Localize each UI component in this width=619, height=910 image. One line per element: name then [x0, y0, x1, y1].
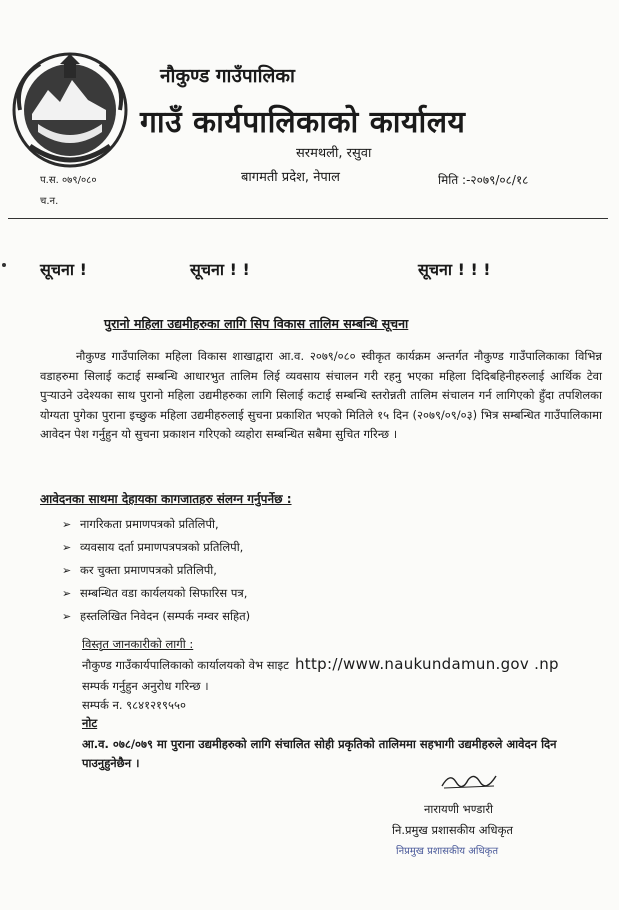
letter-date: मिति :-२०७९/०८/१८: [438, 173, 529, 187]
official-stamp: निप्रमुख प्रशासकीय अधिकृत: [396, 846, 499, 857]
notice-heading-2: सूचना ! !: [190, 260, 250, 279]
header-divider: [8, 218, 608, 219]
arrow-bullet-icon: ➢: [62, 541, 72, 554]
notice-subject: पुरानो महिला उद्यमीहरुका लागि सिप विकास तालिम सम्बन्धि सूचना: [104, 316, 409, 331]
body-paragraph: नौकुण्ड गाउँपालिका महिला विकास शाखाद्वारा आ.व. २०७९/०८० स्वीकृत कार्यक्रम अन्तर्गत नौकुण्ड गाउँपालिकाका विभिन्न वडाहरुमा सिलाई कटाई सम्बन्धि आधारभुत तालिम लिई व्यवसाय संचालन गरी रहनु भएका महिला दिदिबहिनीहरुलाई आर्थिक टेवा पुर्‍याउने उदेश्यका साथ पुरानो महिला उद्यमीहरुका लागि सिलाई कटाई सम्बन्धि स्तरोन्नती तालिम संचालन गर्न लागिएको हुँदा तपशिलका योग्यता पुगेका पुराना इच्छुक महिला उद्यमीहरुलाई सुचना प्रकाशित भएको मितिले १५ दिन (२०७९/०९/०३) भित्र सम्बन्धित गाउँपालिकामा आवेदन पेश गर्नुहुन यो सुचना प्रकाशन गरिएको व्यहोरा सम्बन्धित सबैमा सुचित गरिन्छ ।: [40, 349, 602, 442]
list-item: [62, 582, 250, 605]
contact-number: सम्पर्क न. ९८४१२१९५५०: [82, 698, 186, 712]
document-item-label: कर चुक्ता प्रमाणपत्रको प्रतिलिपी,: [80, 563, 217, 577]
arrow-bullet-icon: ➢: [62, 518, 72, 531]
address-line-2: बागमती प्रदेश, नेपाल: [241, 170, 340, 185]
signature-mark: [440, 768, 500, 793]
nepal-emblem-logo: [10, 50, 130, 170]
municipality-name: नौकुण्ड गाउँपालिका: [160, 65, 295, 87]
notice-heading-1: सूचना !: [40, 260, 87, 279]
list-item: [62, 605, 250, 628]
office-title: गाउँ कार्यपालिकाको कार्यालय: [140, 105, 466, 140]
notice-heading-3: सूचना ! ! !: [418, 260, 491, 279]
document-item-label: नागरिकता प्रमाणपत्रको प्रतिलिपी,: [80, 517, 219, 531]
info-line-1: [82, 655, 559, 673]
info-heading: विस्तृत जानकारीको लागी :: [82, 637, 194, 651]
document-item-label: व्यवसाय दर्ता प्रमाणपत्रपत्रको प्रतिलिपी,: [80, 540, 244, 554]
arrow-bullet-icon: ➢: [62, 564, 72, 577]
list-item: [62, 559, 250, 582]
document-item-label: हस्तलिखित निवेदन (सम्पर्क नम्वर सहित): [80, 609, 251, 623]
note-label: नोट: [82, 716, 98, 730]
documents-list: [62, 513, 250, 628]
website-intro: नौकुण्ड गाउँकार्यपालिकाको कार्यालयको वेभ साइट: [82, 658, 289, 672]
list-item: [62, 536, 250, 559]
info-line-2: सम्पर्क गर्नुहुन अनुरोध गरिन्छ ।: [82, 679, 209, 693]
dispatch-number: च.न.: [40, 196, 59, 207]
margin-dot: [2, 263, 6, 267]
arrow-bullet-icon: ➢: [62, 587, 72, 600]
reference-number: प.स. ०७९/०८०: [40, 175, 97, 186]
signatory-designation: नि.प्रमुख प्रशासकीय अधिकृत: [392, 823, 513, 837]
documents-heading: आवेदनका साथमा देहायका कागजातहरु संलग्न गर्नुपर्नेछ :: [40, 492, 292, 506]
list-item: [62, 513, 250, 536]
document-item-label: सम्बन्धित वडा कार्यलयको सिफारिस पत्र,: [80, 586, 248, 600]
address-line-1: सरमथली, रसुवा: [296, 146, 372, 161]
arrow-bullet-icon: ➢: [62, 610, 72, 623]
note-text: आ.व. ०७८/०७९ मा पुराना उद्यमीहरुको लागि संचालित सोही प्रकृतिको तालिममा सहभागी उद्यमीहरुले आवेदन दिन पाउनुहुनेछैन ।: [82, 737, 557, 770]
website-link[interactable]: http://www.naukundamun.gov .np: [294, 655, 559, 673]
signatory-name: नारायणी भण्डारी: [424, 802, 494, 816]
